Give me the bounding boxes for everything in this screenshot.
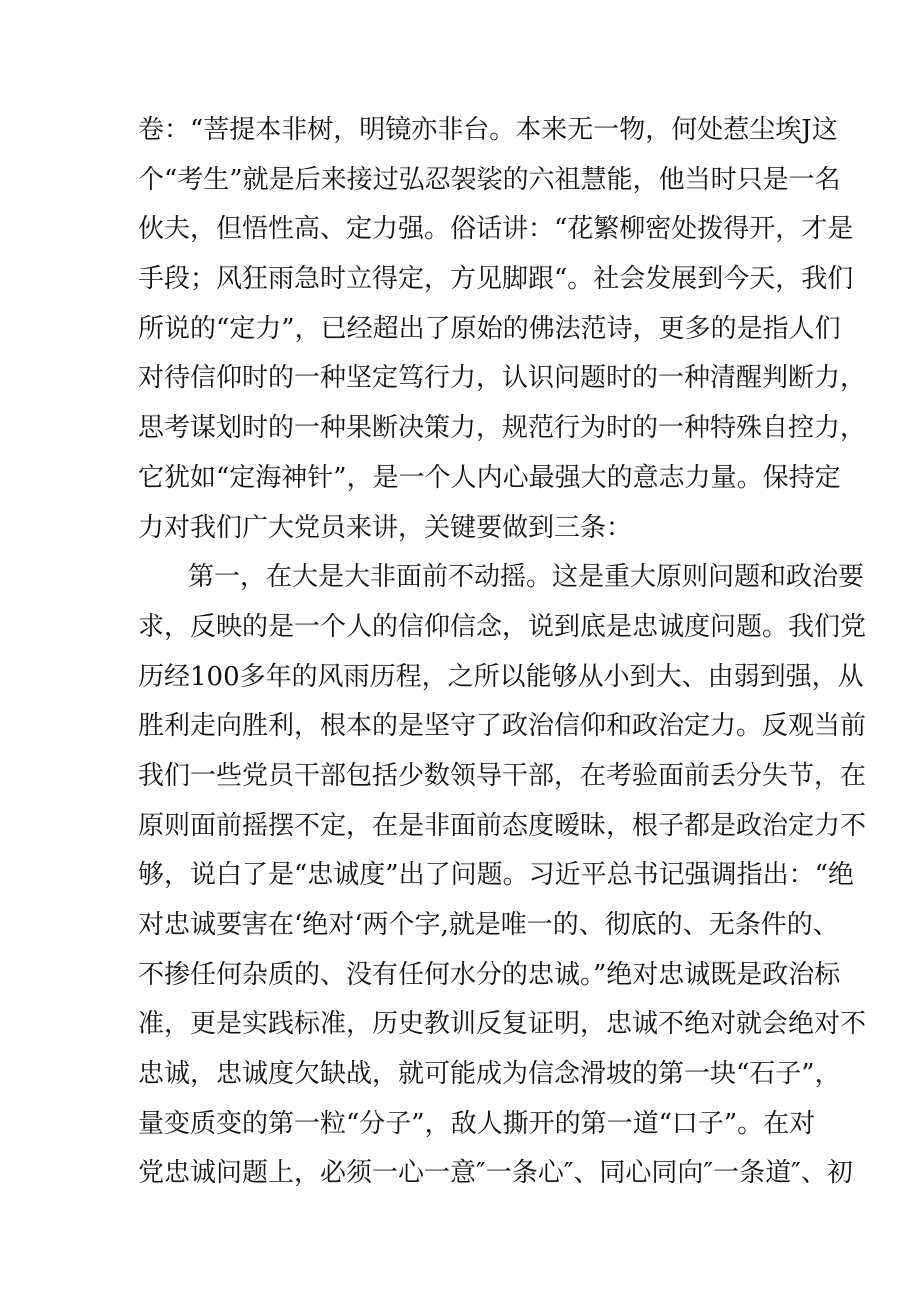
text-line-17: 对忠诚要害在‘绝对‘两个字,就是唯一的、彻底的、无条件的、 bbox=[138, 910, 839, 940]
text-line-5: 所说的“定力”，已经超出了原始的佛法范诗，更多的是指人们 bbox=[138, 313, 841, 344]
text-line-4: 手段；风狂雨急时立得定，方见脚跟“。社会发展到今天，我们 bbox=[138, 264, 854, 295]
text-line-14: 我们一些党员干部包括少数领导干部，在考验面前丢分失节，在 bbox=[138, 760, 867, 791]
text-line-6: 对待信仰时的一种坚定笃行力，认识问题时的一种清醒判断力， bbox=[138, 363, 867, 394]
text-line-8: 它犹如“定海神针”，是一个人内心最强大的意志力量。保持定 bbox=[138, 462, 841, 493]
text-line-16: 够，说白了是“忠诚度”出了问题。习近平总书记强调指出：“绝 bbox=[138, 860, 854, 891]
text-line-7: 思考谋划时的一种果断决策力，规范行为时的一种特殊自控力， bbox=[138, 413, 867, 444]
text-line-19: 准，更是实践标准，历史教训反复证明，忠诚不绝对就会绝对不 bbox=[138, 1009, 867, 1040]
body-text bbox=[138, 106, 867, 1199]
text-line-2: 个“考生”就是后来接过弘忍袈裟的六祖慧能，他当时只是一名 bbox=[138, 164, 841, 195]
paragraph-start-line: 第一，在大是大非面前不动摇。这是重大原则问题和政治要 bbox=[188, 562, 865, 593]
text-line-9: 力对我们广大党员来讲，关键要做到三条： bbox=[138, 512, 633, 543]
text-line-1: 卷：“菩提本非树，明镜亦非台。本来无一物，何处惹尘埃J这 bbox=[138, 115, 838, 145]
text-line-12: 历经100多年的风雨历程，之所以能够从小到大、由弱到强，从 bbox=[138, 661, 864, 692]
text-line-11: 求，反映的是一个人的信仰信念，说到底是忠诚度问题。我们党 bbox=[138, 611, 867, 642]
text-line-13: 胜利走向胜利，根本的是坚守了政治信仰和政治定力。反观当前 bbox=[138, 711, 867, 742]
text-line-20: 忠诚，忠诚度欠缺战，就可能成为信念滑坡的第一块“石子”， bbox=[138, 1059, 841, 1090]
text-line-21: 量变质变的第一粒“分子”，敌人撕开的第一道“口子”。在对 bbox=[138, 1108, 816, 1139]
text-line-18: 不掺任何杂质的、没有任何水分的忠诚。”绝对忠诚既是政治标 bbox=[138, 959, 841, 990]
text-line-15: 原则面前摇摆不定，在是非面前态度暧昧，根子都是政治定力不 bbox=[138, 810, 867, 841]
text-line-3: 伙夫，但悟性高、定力强。俗话讲：“花繁柳密处拨得开，才是 bbox=[138, 214, 854, 245]
text-line-22: 党忠诚问题上，必须一心一意″一条心″、同心同向″一条道″、初 bbox=[138, 1158, 853, 1189]
